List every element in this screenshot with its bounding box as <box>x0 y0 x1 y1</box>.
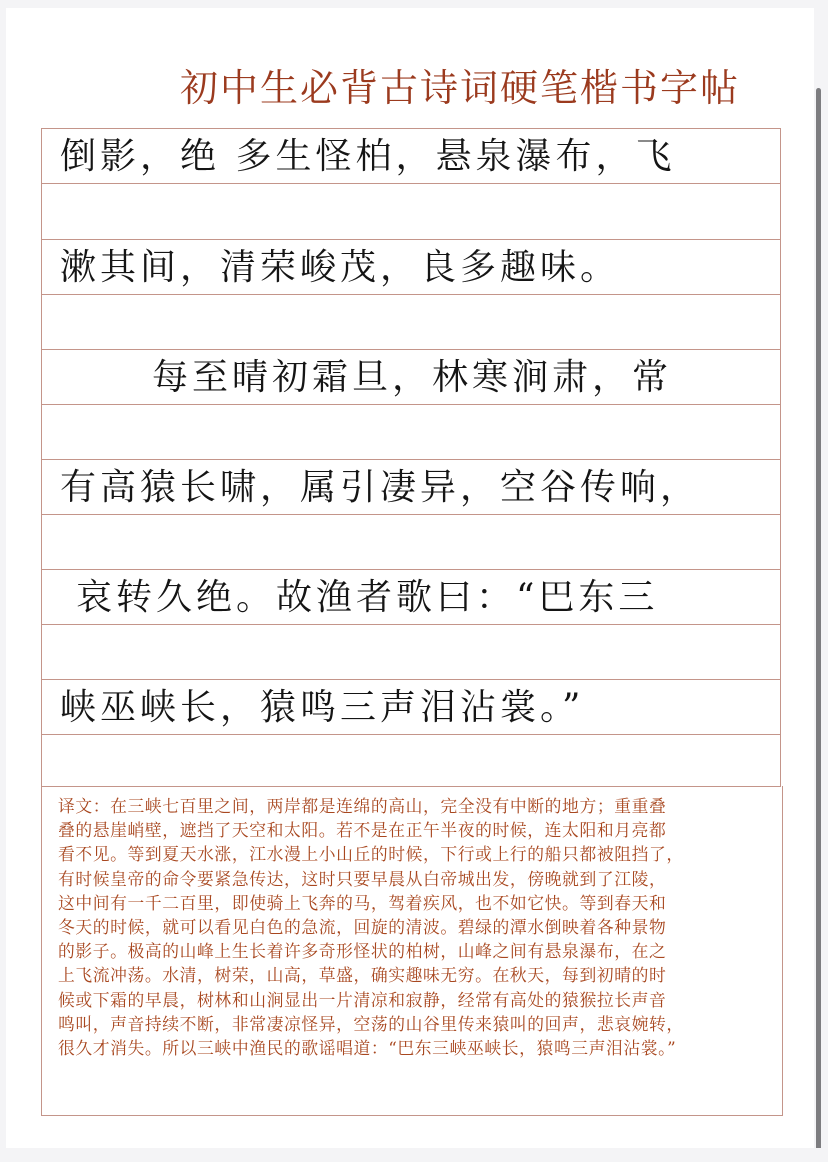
blank-practice-row <box>42 514 780 569</box>
blank-practice-row <box>42 183 780 239</box>
practice-row <box>42 349 780 404</box>
translation-line: 这中间有一千二百里，即使骑上飞奔的马，驾着疾风，也不如它快。等到春天和 <box>58 892 667 913</box>
translation-line: 译文：在三峡七百里之间，两岸都是连绵的高山，完全没有中断的地方；重重叠 <box>58 796 667 816</box>
page-edge-shadow <box>816 88 821 1148</box>
blank-practice-row <box>42 294 780 349</box>
translation-line: 候或下霜的早晨，树林和山涧显出一片清凉和寂静，经常有高处的猿猴拉长声音 <box>58 989 667 1010</box>
translation-line: 的影子。极高的山峰上生长着许多奇形怪状的柏树，山峰之间有悬泉瀑布，在之 <box>58 941 667 962</box>
blank-practice-row <box>42 404 780 459</box>
translation-line: 很久才消失。所以三峡中渔民的歌谣唱道：“巴东三峡巫峡长，猿鸣三声泪沾裳。” <box>58 1038 677 1059</box>
practice-row <box>42 569 780 624</box>
practice-row <box>42 459 780 514</box>
translation-line: 看不见。等到夏天水涨，江水漫上小山丘的时候，下行或上行的船只都被阻挡了， <box>58 844 684 865</box>
practice-row-text: 漱其间，清荣峻茂，良多趣味。 <box>60 247 621 288</box>
translation-line: 上飞流冲荡。水清，树荣，山高，草盛，确实趣味无穷。在秋天，每到初晴的时 <box>58 965 667 986</box>
blank-practice-row <box>42 624 780 679</box>
practice-row-text: 每至晴初霜旦，林寒涧肃，常 <box>152 357 673 398</box>
translation-line: 叠的悬崖峭壁，遮挡了天空和太阳。若不是在正午半夜的时候，连太阳和月亮都 <box>58 820 667 841</box>
practice-row <box>42 129 780 183</box>
translation-line: 有时候皇帝的命令要紧急传达，这时只要早晨从白帝城出发，傍晚就到了江陵， <box>58 868 667 889</box>
translation-line: 鸣叫，声音持续不断，非常凄凉怪异，空荡的山谷里传来猿叫的回声，悲哀婉转， <box>58 1013 684 1034</box>
practice-grid <box>41 128 781 787</box>
translation-line: 冬天的时候，就可以看见白色的急流，回旋的清波。碧绿的潭水倒映着各种景物 <box>58 917 667 938</box>
practice-row-text: 倒影，绝 多生怪柏，悬泉瀑布，飞 <box>60 136 676 177</box>
practice-row-text: 哀转久绝。故渔者歌曰：“巴东三 <box>76 577 659 618</box>
practice-row <box>42 239 780 294</box>
practice-row-text: 有高猿长啸，属引凄异，空谷传响， <box>60 467 701 508</box>
blank-practice-row <box>42 734 780 788</box>
practice-row-text: 峡巫峡长，猿鸣三声泪沾裳。” <box>60 687 585 728</box>
translation-box <box>41 786 783 1116</box>
page-title: 初中生必背古诗词硬笔楷书字帖 <box>180 66 741 110</box>
practice-row <box>42 679 780 734</box>
